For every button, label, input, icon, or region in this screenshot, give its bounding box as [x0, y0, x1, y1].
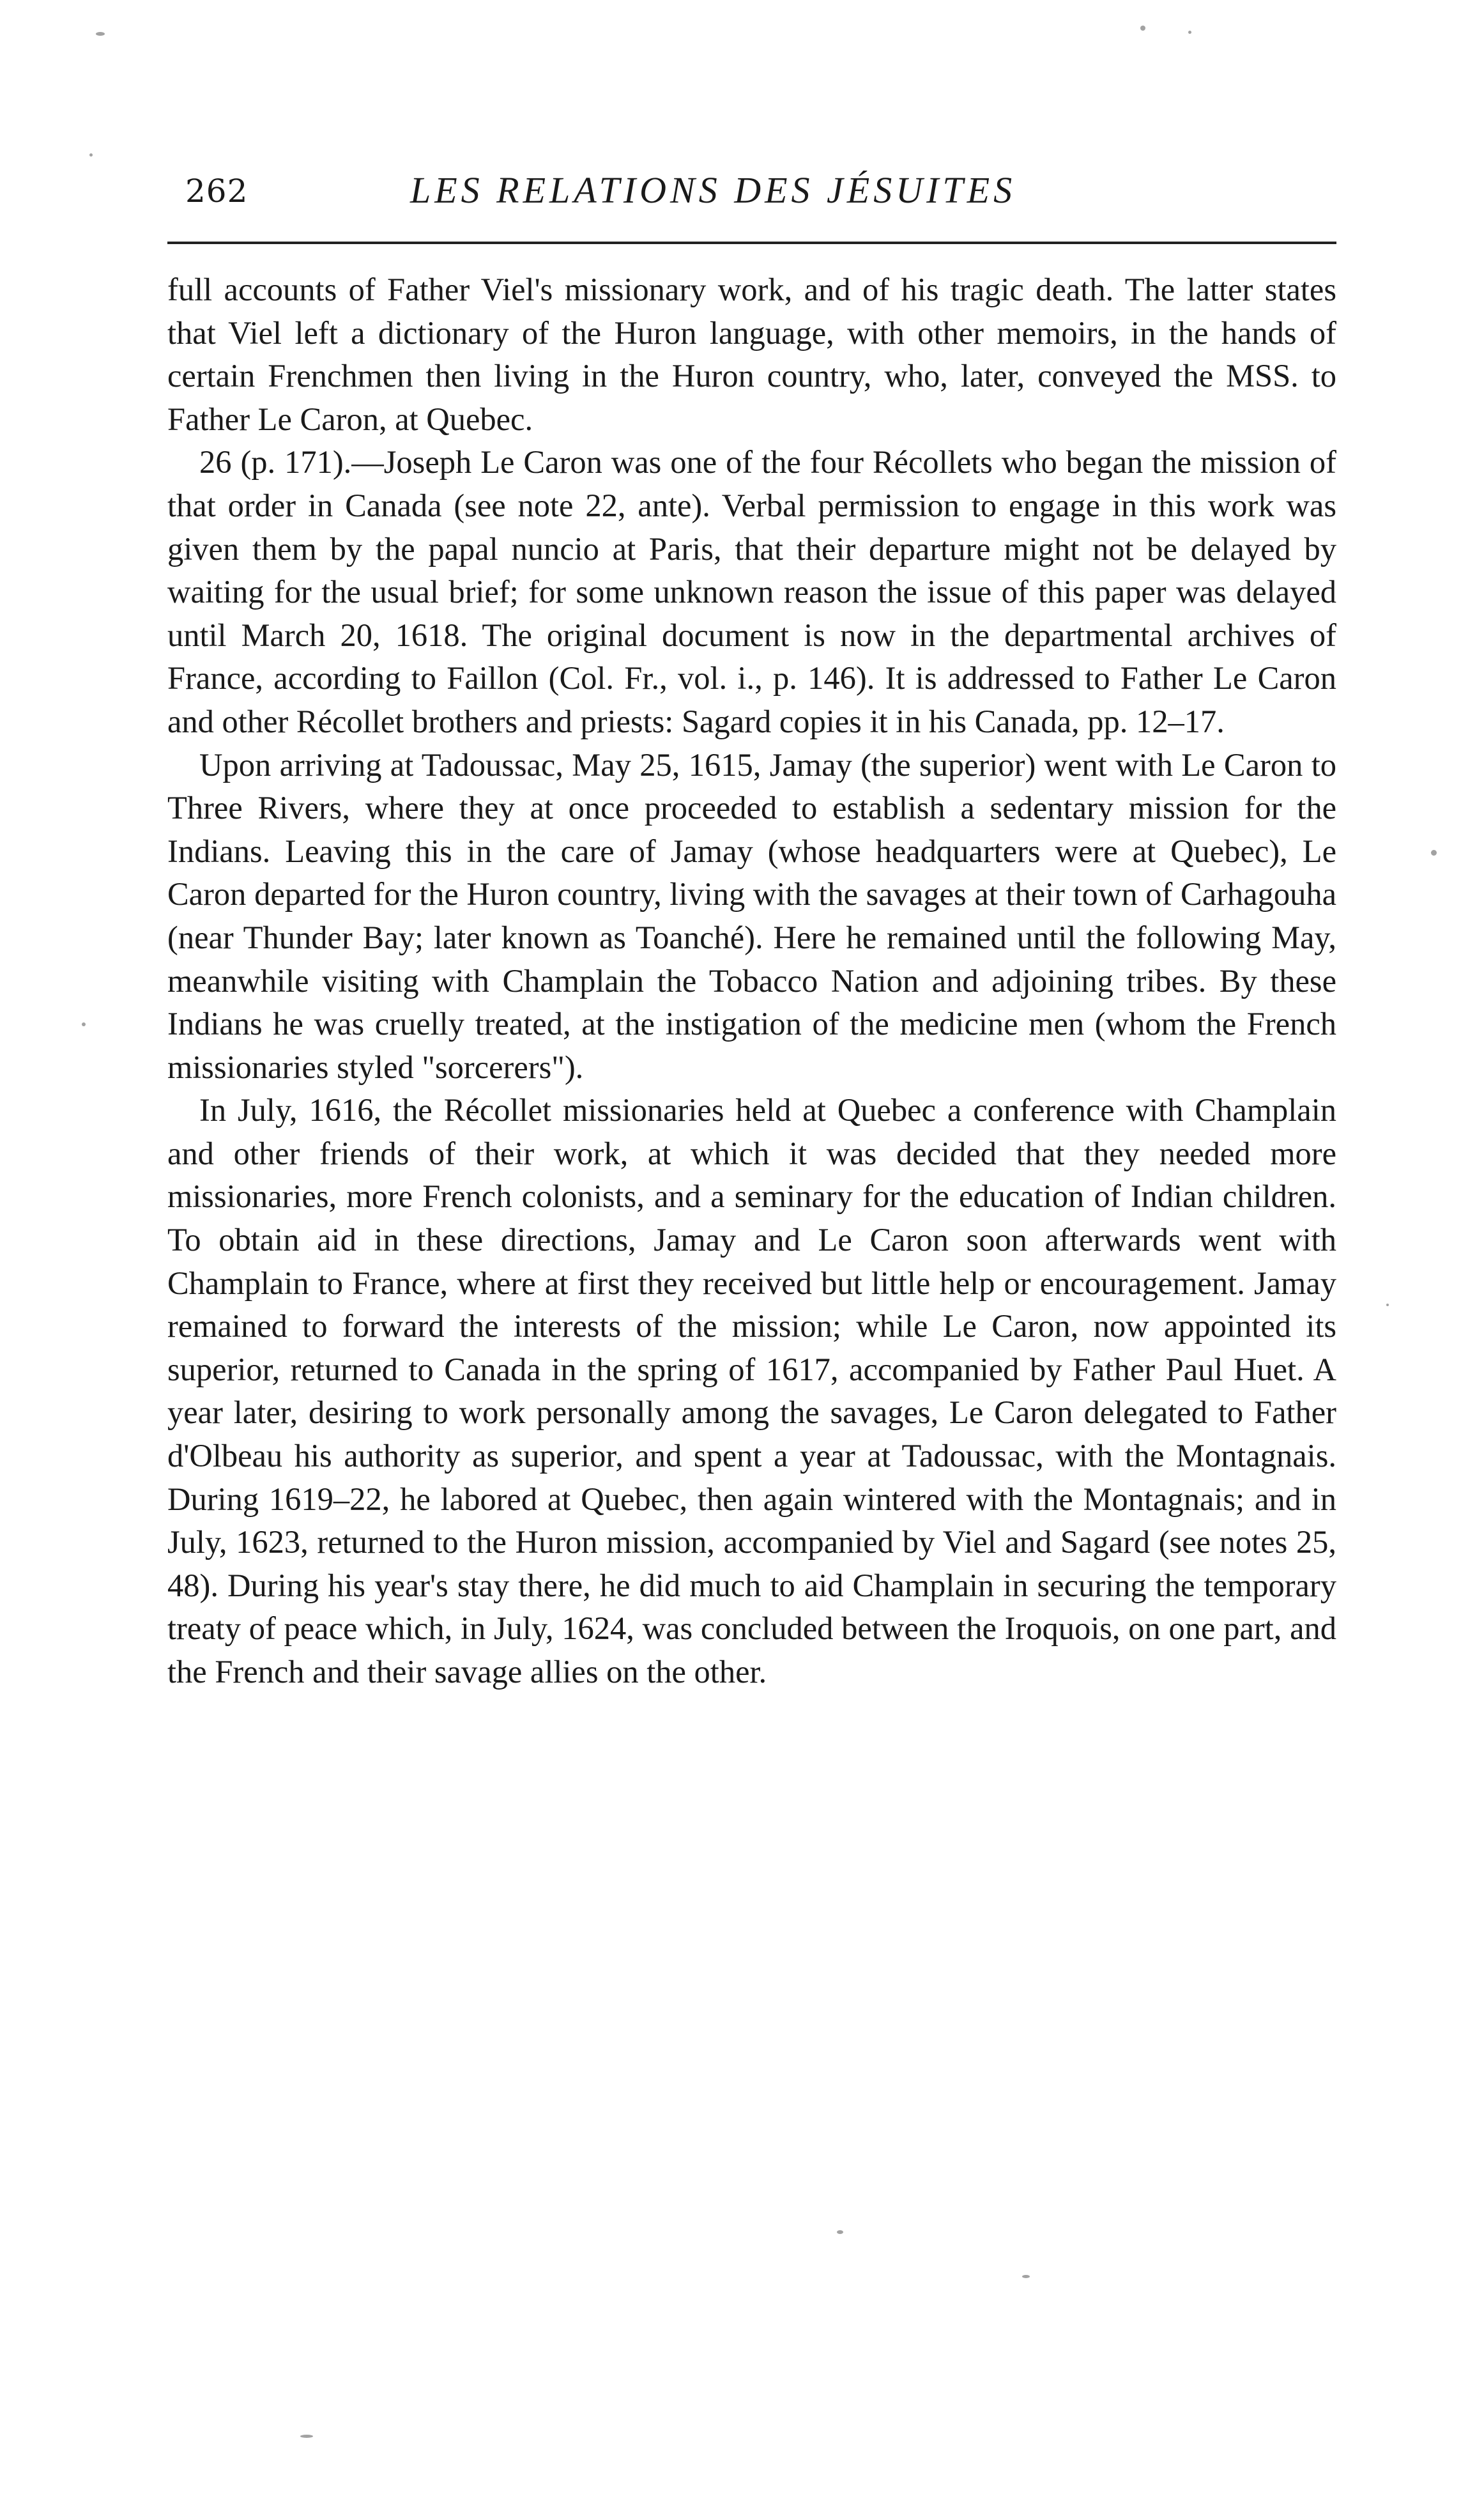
paragraph-note-26: 26 (p. 171).—Joseph Le Caron was one of the four Récollets who began the mission of that order in Canada (see note 22, ante). Verbal permission to engage in this work was given them by the papal nuncio at Paris, that their departure might not be delayed by waiting for the usual brief; for some unknown reason the issue of this paper was delayed until March 20, 1618. The original document is now in the departmental archives of France, according to Faillon (Col. Fr., vol. i., p. 146). It is addressed to Father Le Caron and other Récollet brothers and priests: Sagard copies it in his Canada, pp. 12–17. — [167, 444, 1336, 739]
paragraph-july-1616: In July, 1616, the Récollet missionaries held at Quebec a conference with Champlain and other friends of their work, at which it was decided that they needed more missionaries, more French colonists, and a seminary for the education of Indian children. To obtain aid in these directions, Jamay and Le Caron soon afterwards went with Champlain to France, where at first they received but little help or encouragement. Jamay remained to forward the interests of the mission; while Le Caron, now appointed its superior, returned to Canada in the spring of 1617, accompanied by Father Paul Huet. A year later, desiring to work personally among the savages, Le Caron delegated to Father d'Olbeau his authority as superior, and spent a year at Tadoussac, with the Montagnais. During 1619–22, he labored at Quebec, then again wintered with the Montagnais; and in July, 1623, returned to the Huron mission, accompanied by Viel and Sagard (see notes 25, 48). During his year's stay there, he did much to aid Champlain in securing the temporary treaty of peace which, in July, 1624, was concluded between the Iroquois, on one part, and the French and their savage allies on the other. — [167, 1092, 1336, 1690]
body-text — [167, 268, 1336, 1694]
header-rule — [167, 242, 1336, 244]
paragraph-continuation: full accounts of Father Viel's missionary work, and of his tragic death. The latter states that Viel left a dictionary of the Huron language, with other memoirs, in the hands of certain Frenchmen then living in the Huron country, who, later, conveyed the MSS. to Father Le Caron, at Quebec. — [167, 272, 1336, 437]
running-head — [167, 161, 1336, 219]
page-number: 262 — [185, 173, 249, 210]
running-title: LES RELATIONS DES JÉSUITES — [410, 169, 1016, 211]
paragraph-tadoussac: Upon arriving at Tadoussac, May 25, 1615, Jamay (the superior) went with Le Caron to Three Rivers, where they at once proceeded to establish a sedentary mission for the Indians. Leaving this in the care of Jamay (whose headquarters were at Quebec), Le Caron departed for the Huron country, living with the savages at their town of Carhagouha (near Thunder Bay; later known as Toanché). Here he remained until the following May, meanwhile visiting with Champlain the Tobacco Nation and adjoining tribes. By these Indians he was cruelly treated, at the instigation of the medicine men (whom the French missionaries styled "sorcerers"). — [167, 746, 1336, 1085]
